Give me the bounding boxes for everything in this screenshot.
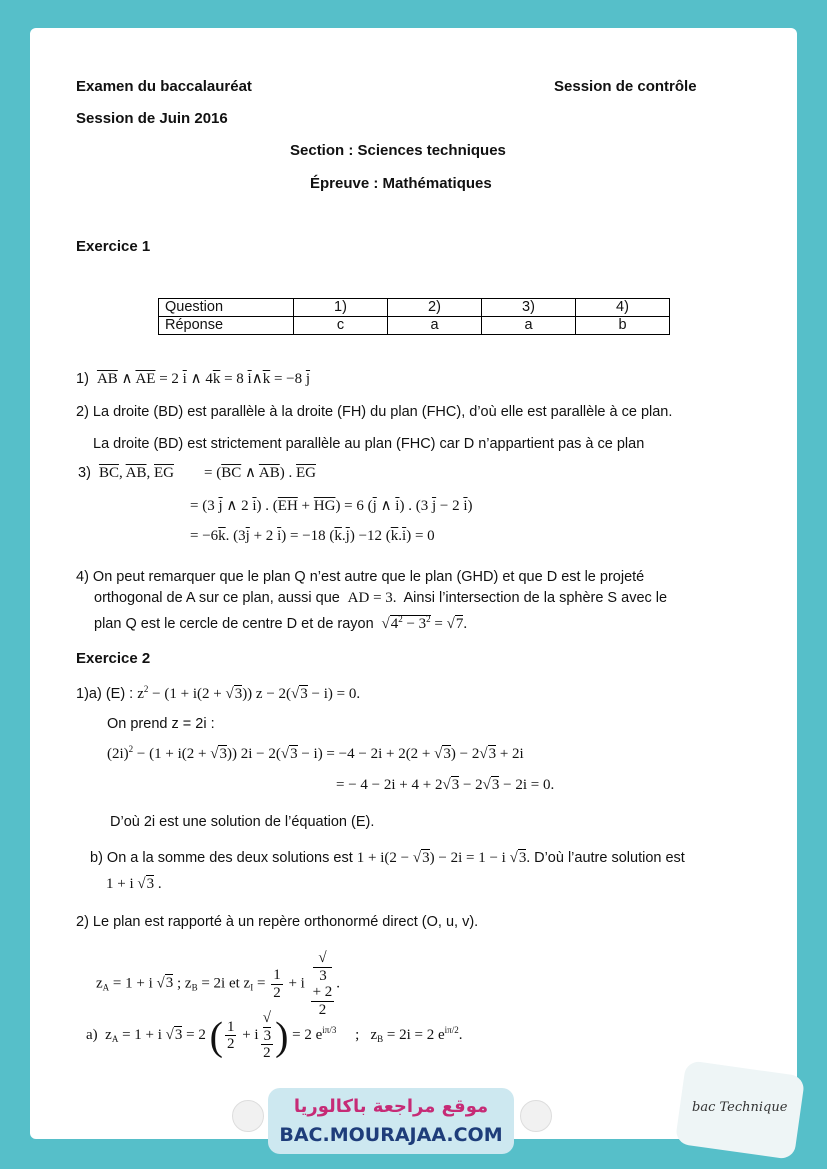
ex2-calc-line1: $(2i)^2 - (1 + i(2 + √3)) 2i - 2(√3 - i) = -4 - 2i + 2(2 + √3) - 2√3 + 2i$ — [107, 744, 524, 762]
table-cell: 2) — [388, 299, 482, 317]
session-date: Session de Juin 2016 — [76, 110, 228, 127]
answers-table — [158, 298, 670, 335]
exercise-1-title: Exercice 1 — [76, 238, 151, 255]
ex2-q2-text: 2) Le plan est rapporté à un repère orthonormé direct (O, u, v). — [76, 914, 479, 930]
ex2-points: $z_A = 1 + i$ √3 ; $z_B = 2i$ et $z_I$ = $\frac{1}{2}$ + i √ 3 + 2 2 . — [96, 950, 341, 1018]
session-type: Session de contrôle — [554, 78, 697, 95]
document-page — [30, 28, 797, 1139]
badge-text: bac Technique — [692, 1100, 788, 1115]
exam-title: Examen du baccalauréat — [76, 78, 252, 95]
ex1-q3-line1: 3) $\overline{BC}$, $\overline{AB}$, $\overline{EG}$ = ($\overline{BC}$ ∧ $\overline{AB}$) . $\overline{EG}$ — [78, 465, 316, 481]
ex2-a-formula: a) $z_A = 1 + i$ √3 = 2 ( $\frac{1}{2}$ + i √ 3 2 ) = 2 $e^{i\pi/3}$ ; $z_B = 2i = 2$ $e^{i\pi/2}$. — [86, 1010, 463, 1061]
table-cell: a — [482, 317, 576, 335]
ex2-conclusion: D’où 2i est une solution de l’équation (E). — [110, 814, 375, 830]
subject-title: Épreuve : Mathématiques — [310, 175, 492, 192]
ex2-b-line1: b) On a la somme des deux solutions est 1 + i(2 − √3) − 2i = 1 − i √3. D’où l’autre solution est — [90, 850, 685, 866]
banner-arabic: موقع مراجعة باكالوريا — [293, 1096, 489, 1117]
ex2-calc-line2: = − 4 − 2i + 4 + 2√3 − 2√3 − 2i = 0. — [336, 777, 555, 793]
table-cell: b — [576, 317, 670, 335]
ex2-b-line2: 1 + i √3 . — [106, 876, 162, 892]
ex2-equation: 1)a) (E) : $z^2 - (1 + i(2 + √3)) z - 2(√3 - i) = 0$. — [76, 684, 361, 702]
ex1-q2-line1: 2) La droite (BD) est parallèle à la droite (FH) du plan (FHC), d’où elle est parallèle à ce plan. — [76, 404, 673, 420]
ex1-q4-line1: 4) On peut remarquer que le plan Q n’est autre que le plan (GHD) et que D est le projeté — [76, 569, 645, 585]
banner-url[interactable]: BAC.MOURAJAA.COM — [279, 1124, 503, 1146]
ex2-on-prend: On prend z = 2i : — [107, 716, 215, 732]
logo-icon — [232, 1100, 264, 1132]
table-row — [159, 317, 670, 335]
site-banner[interactable] — [268, 1088, 514, 1154]
ex1-q4-line2b: Ainsi l’intersection de la sphère S avec le — [403, 590, 668, 606]
table-cell: 4) — [576, 299, 670, 317]
table-cell: Question — [159, 299, 294, 317]
section-title: Section : Sciences techniques — [290, 142, 506, 159]
ex1-q4-line2a: orthogonal de A sur ce plan, aussi que — [94, 590, 340, 606]
ex1-q4-line2: orthogonal de A sur ce plan, aussi que AD = 3. Ainsi l’intersection de la sphère S avec le — [94, 590, 668, 606]
table-row — [159, 299, 670, 317]
ex1-q4-line3: plan Q est le cercle de centre D et de rayon $√4^2 - 3^2 = √7$. — [94, 614, 468, 632]
table-cell: 3) — [482, 299, 576, 317]
ex1-q2-line2: La droite (BD) est strictement parallèle au plan (FHC) car D n’appartient pas à ce plan — [93, 436, 645, 452]
ex1-q3-line3: = $-6\overline{k}$. ($3\overline{j} + 2$ $\overline{i}) = -18$ $(\overline{k}.\overline{j}) -12$ $(\overline{k}.\overline{i}) = 0$ — [190, 528, 435, 544]
table-cell: 1) — [294, 299, 388, 317]
logo-icon — [520, 1100, 552, 1132]
table-cell: Réponse — [159, 317, 294, 335]
ex1-q1-formula: 1) $\overline{AB}$ ∧ $\overline{AE} = 2$ $\overline{i}$ ∧ $4\overline{k} = 8$ $\overline{i}\wedge\overline{k} = -8$ $\overline{j}$ — [76, 371, 311, 387]
table-cell: a — [388, 317, 482, 335]
table-cell: c — [294, 317, 388, 335]
ex1-q3-line2: = (3 $\overline{j}$ ∧ 2 $\overline{i}$) . $(\overline{EH} + \overline{HG}) = 6$ ($\overline{j}$ ∧ $\overline{i}$) . (3 $\overline{j} - 2$ $\overline{i}$) — [190, 498, 473, 514]
exercise-2-title: Exercice 2 — [76, 650, 151, 667]
